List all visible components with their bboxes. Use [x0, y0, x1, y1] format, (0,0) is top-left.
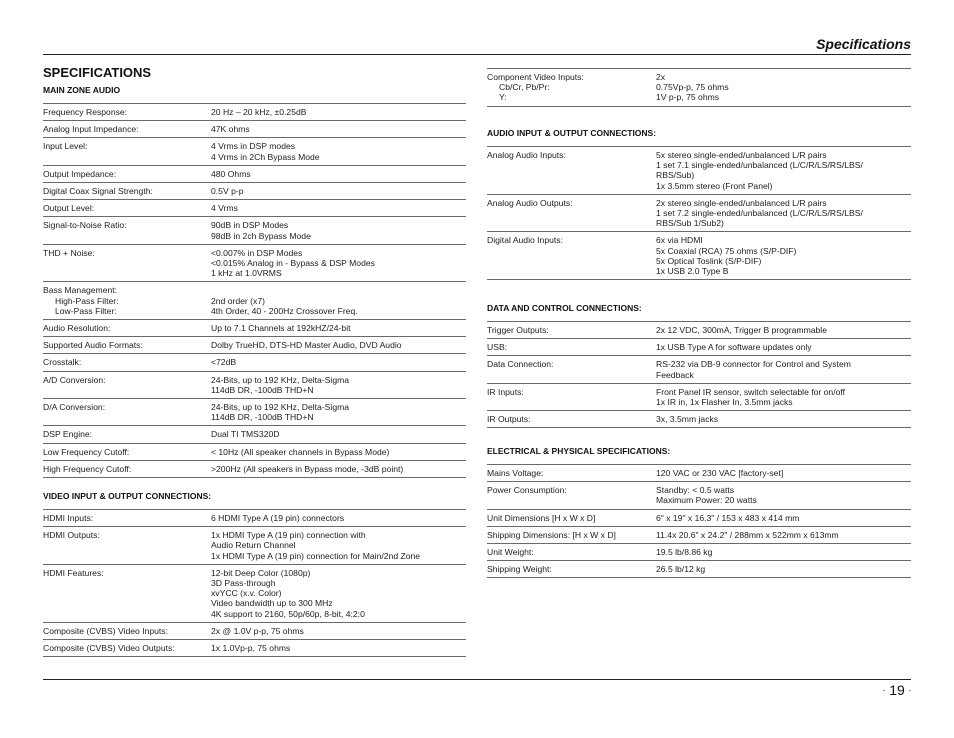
page-number-dash-left: -	[882, 687, 886, 695]
spec-value	[656, 561, 911, 578]
spec-value-line: Dolby TrueHD, DTS-HD Master Audio, DVD Audio	[211, 340, 402, 351]
section-title: VIDEO INPUT & OUTPUT CONNECTIONS:	[43, 491, 212, 501]
spec-row	[487, 465, 911, 482]
spec-row	[43, 217, 466, 244]
spec-value	[656, 194, 911, 232]
spec-label	[43, 104, 211, 121]
spec-label-line: Output Level:	[43, 203, 95, 214]
spec-label	[487, 194, 656, 232]
page-title: SPECIFICATIONS	[43, 65, 152, 80]
spec-value	[211, 337, 466, 354]
spec-row	[487, 509, 911, 526]
spec-label	[43, 426, 211, 443]
spec-value-line: Maximum Power: 20 watts	[656, 495, 757, 506]
spec-value	[211, 354, 466, 371]
spec-value	[211, 527, 466, 565]
spec-label-line: A/D Conversion:	[43, 374, 106, 385]
spec-row	[487, 526, 911, 543]
spec-label	[43, 399, 211, 426]
spec-value-line: 4 Vrms in DSP modes	[211, 141, 296, 152]
spec-value-line: Video bandwidth up to 300 MHz	[211, 598, 333, 609]
spec-value	[211, 622, 466, 639]
spec-value-line: Dual TI TMS320D	[211, 429, 280, 440]
spec-label-line: Analog Audio Outputs:	[487, 197, 573, 208]
section-main-zone-audio	[43, 85, 466, 478]
spec-value-line: 24-Bits, up to 192 KHz, Delta-Sigma	[211, 374, 350, 385]
spec-label-line: Supported Audio Formats:	[43, 340, 143, 351]
spec-label-line: Unit Dimensions [H x W x D]	[487, 512, 596, 523]
spec-value	[211, 138, 466, 165]
spec-value	[656, 411, 911, 428]
spec-row	[43, 460, 466, 477]
spec-value-line: 1x HDMI Type A (19 pin) connection with	[211, 530, 366, 541]
spec-value-line: RBS/Sub)	[656, 170, 695, 181]
spec-value-line: 0.5V p-p	[211, 186, 244, 197]
spec-label-line: Shipping Dimensions: [H x W x D]	[487, 529, 616, 540]
spec-value	[656, 544, 911, 561]
spec-value-line: 4 Vrms in 2Ch Bypass Mode	[211, 151, 320, 162]
spec-row	[487, 544, 911, 561]
spec-value	[656, 322, 911, 339]
spec-value	[211, 104, 466, 121]
spec-row	[487, 561, 911, 578]
spec-value-line: <72dB	[211, 357, 237, 368]
page-number	[883, 682, 911, 698]
spec-value-line: Up to 7.1 Channels at 192kHZ/24-bit	[211, 323, 351, 334]
spec-label-line: Data Connection:	[487, 359, 554, 370]
spec-label	[43, 121, 211, 138]
spec-label-line: IR Outputs:	[487, 414, 531, 425]
spec-table	[43, 509, 466, 657]
spec-label	[43, 217, 211, 244]
spec-label	[487, 411, 656, 428]
spec-label-line: Power Consumption:	[487, 485, 567, 496]
spec-row	[487, 482, 911, 509]
section-audio-io	[487, 128, 911, 280]
spec-label-line: HDMI Features:	[43, 567, 104, 578]
spec-table	[487, 464, 911, 578]
spec-table	[43, 103, 466, 478]
spec-value-line: 5x Coaxial (RCA) 75 ohms (S/P-DIF)	[656, 245, 797, 256]
spec-label-line: Composite (CVBS) Video Inputs:	[43, 625, 168, 636]
spec-value-line: RBS/Sub 1/Sub2)	[656, 218, 724, 229]
section-component-video	[487, 68, 911, 107]
spec-label-line: Input Level:	[43, 141, 88, 152]
spec-label	[43, 337, 211, 354]
spec-label-line: Component Video Inputs:	[487, 72, 584, 82]
spec-label	[487, 509, 656, 526]
spec-row	[487, 147, 911, 195]
spec-label	[43, 244, 211, 282]
spec-row	[43, 320, 466, 337]
spec-row	[43, 282, 466, 320]
spec-value-line: 1V p-p, 75 ohms	[656, 92, 720, 103]
section-title: AUDIO INPUT & OUTPUT CONNECTIONS:	[487, 128, 657, 138]
spec-value-line: 20 Hz – 20 kHz, ±0.25dB	[211, 107, 307, 117]
running-header: Specifications	[816, 36, 911, 52]
spec-value-line: 0.75Vp-p, 75 ohms	[656, 82, 729, 93]
spec-row	[487, 356, 911, 383]
spec-label	[487, 526, 656, 543]
spec-value-line: < 10Hz (All speaker channels in Bypass Mode)	[211, 446, 390, 457]
spec-value-line: Audio Return Channel	[211, 540, 296, 551]
spec-value-line: 4K support to 2160, 50p/60p, 8-bit, 4:2:0	[211, 608, 365, 619]
spec-value-line: 1x USB Type A for software updates only	[656, 342, 812, 353]
spec-label	[43, 564, 211, 622]
footer-rule	[43, 679, 911, 680]
spec-label-line: Analog Input Impedance:	[43, 124, 139, 135]
spec-label-line: High Frequency Cutoff:	[43, 463, 132, 474]
spec-value-line: RS-232 via DB-9 connector for Control and System	[656, 359, 851, 370]
spec-row	[43, 510, 466, 527]
spec-row	[43, 426, 466, 443]
spec-label-line: Trigger Outputs:	[487, 325, 549, 335]
spec-label-line: High-Pass Filter:	[55, 295, 119, 306]
spec-value-line: 6" x 19" x 16.3" / 153 x 483 x 414 mm	[656, 512, 800, 523]
spec-value	[211, 217, 466, 244]
spec-label	[43, 320, 211, 337]
spec-row	[43, 183, 466, 200]
spec-row	[487, 411, 911, 428]
spec-value-line: 98dB in 2ch Bypass Mode	[211, 230, 311, 241]
spec-row	[43, 622, 466, 639]
spec-value-line: 3D Pass-through	[211, 578, 276, 589]
spec-label	[43, 138, 211, 165]
spec-value	[211, 460, 466, 477]
spec-row	[487, 322, 911, 339]
spec-table	[487, 68, 911, 107]
spec-value-line: 2x 12 VDC, 300mA, Trigger B programmable	[656, 325, 827, 335]
spec-value-line: 1x HDMI Type A (19 pin) connection for Main/2nd Zone	[211, 550, 421, 561]
spec-label-line: HDMI Inputs:	[43, 513, 94, 523]
spec-row	[487, 339, 911, 356]
spec-value-line: 90dB in DSP Modes	[211, 220, 289, 231]
spec-value-line	[211, 285, 466, 295]
section-title: DATA AND CONTROL CONNECTIONS:	[487, 303, 642, 313]
spec-label	[487, 482, 656, 509]
spec-label-line: Low Frequency Cutoff:	[43, 446, 130, 457]
spec-row	[43, 399, 466, 426]
spec-value	[656, 69, 911, 107]
spec-value-line: 5x Optical Toslink (S/P-DIF)	[656, 255, 762, 266]
spec-row	[487, 232, 911, 280]
spec-value-line: 1x 1.0Vp-p, 75 ohms	[211, 643, 291, 654]
spec-label	[487, 561, 656, 578]
spec-label	[43, 640, 211, 657]
spec-value-line: 4 Vrms	[211, 203, 238, 214]
spec-table	[487, 146, 911, 280]
spec-value-line: Standby: < 0.5 watts	[656, 485, 735, 496]
spec-value	[211, 564, 466, 622]
page-number-dash-right: -	[908, 687, 911, 695]
spec-value-line: <0.007% in DSP Modes	[211, 247, 303, 258]
spec-label-line: Frequency Response:	[43, 107, 128, 117]
spec-row	[43, 354, 466, 371]
spec-label-line: Composite (CVBS) Video Outputs:	[43, 643, 175, 654]
spec-label-line: Analog Audio Inputs:	[487, 150, 566, 160]
spec-value-line: 12-bit Deep Color (1080p)	[211, 567, 311, 578]
spec-label-line: Output Impedance:	[43, 168, 117, 179]
spec-value	[656, 339, 911, 356]
spec-value-line: 120 VAC or 230 VAC [factory-set]	[656, 468, 784, 478]
spec-table	[487, 321, 911, 428]
spec-value-line: 1x IR in, 1x Flasher In, 3.5mm jacks	[656, 397, 793, 408]
spec-value	[211, 640, 466, 657]
spec-value	[211, 510, 466, 527]
spec-row	[487, 69, 911, 107]
page-number-value: 19	[889, 682, 905, 698]
spec-label-line: Digital Coax Signal Strength:	[43, 186, 153, 197]
section-title: MAIN ZONE AUDIO	[43, 85, 121, 95]
spec-value-line: 24-Bits, up to 192 KHz, Delta-Sigma	[211, 402, 350, 413]
spec-label-line: D/A Conversion:	[43, 402, 106, 413]
spec-row	[43, 564, 466, 622]
spec-value	[656, 356, 911, 383]
spec-value-line: 2x stereo single-ended/unbalanced L/R pairs	[656, 197, 827, 208]
spec-value-line: <0.015% Analog in - Bypass & DSP Modes	[211, 258, 375, 269]
spec-value-line: 2x	[656, 72, 666, 82]
spec-value-line: 47K ohms	[211, 124, 250, 135]
spec-label	[43, 371, 211, 398]
spec-label-line: Shipping Weight:	[487, 564, 552, 575]
spec-value-line: 1x USB 2.0 Type B	[656, 266, 729, 277]
spec-row	[487, 383, 911, 410]
spec-row	[43, 104, 466, 121]
spec-value-line: 2nd order (x7)	[211, 295, 265, 306]
spec-value-line: xvYCC (x.v. Color)	[211, 588, 282, 599]
spec-label	[487, 232, 656, 280]
spec-value	[211, 426, 466, 443]
spec-row	[43, 527, 466, 565]
spec-label	[43, 183, 211, 200]
spec-label-line: DSP Engine:	[43, 429, 93, 440]
spec-value-line: 480 Ohms	[211, 168, 251, 179]
spec-label-line: THD + Noise:	[43, 247, 95, 258]
spec-label	[43, 354, 211, 371]
spec-value-line: 11.4x 20.6" x 24.2" / 288mm x 522mm x 613mm	[656, 529, 839, 540]
spec-label	[487, 383, 656, 410]
spec-label-line: USB:	[487, 342, 508, 353]
section-data-control	[487, 303, 911, 428]
spec-value-line: 5x stereo single-ended/unbalanced L/R pairs	[656, 150, 827, 160]
spec-value-line: 6 HDMI Type A (19 pin) connectors	[211, 513, 345, 523]
spec-value	[656, 147, 911, 195]
spec-label-line: Cb/Cr, Pb/Pr:	[499, 82, 550, 93]
spec-value	[211, 371, 466, 398]
section-electrical-physical	[487, 446, 911, 578]
spec-value	[211, 200, 466, 217]
spec-value	[211, 183, 466, 200]
spec-value	[211, 399, 466, 426]
spec-row	[43, 443, 466, 460]
spec-label	[43, 527, 211, 565]
spec-value-line: 26.5 lb/12 kg	[656, 564, 706, 575]
spec-value-line: 2x @ 1.0V p-p, 75 ohms	[211, 625, 304, 636]
section-title: ELECTRICAL & PHYSICAL SPECIFICATIONS:	[487, 446, 671, 456]
spec-row	[43, 200, 466, 217]
spec-row	[43, 244, 466, 282]
spec-label	[487, 69, 656, 107]
spec-label	[43, 282, 211, 320]
spec-value	[656, 465, 911, 482]
spec-value	[211, 165, 466, 182]
spec-label-line: Digital Audio Inputs:	[487, 235, 563, 246]
spec-value	[211, 282, 466, 320]
spec-value	[656, 383, 911, 410]
spec-label	[43, 165, 211, 182]
spec-value-line: 114dB DR, -100dB THD+N	[211, 412, 314, 423]
spec-label-line: Crosstalk:	[43, 357, 82, 368]
spec-value-line: 6x via HDMI	[656, 235, 703, 246]
section-video-io	[43, 491, 466, 657]
spec-label-line: Bass Management:	[43, 285, 118, 296]
spec-value-line: 1x 3.5mm stereo (Front Panel)	[656, 180, 773, 191]
spec-row	[43, 371, 466, 398]
spec-row	[43, 640, 466, 657]
spec-value	[211, 121, 466, 138]
spec-label-line: IR Inputs:	[487, 386, 524, 397]
spec-label	[487, 322, 656, 339]
spec-value-line: >200Hz (All speakers in Bypass mode, -3dB point)	[211, 463, 404, 474]
spec-value	[656, 232, 911, 280]
spec-row	[43, 121, 466, 138]
spec-value-line: 114dB DR, -100dB THD+N	[211, 384, 314, 395]
spec-label	[43, 200, 211, 217]
spec-value	[656, 526, 911, 543]
spec-label	[487, 339, 656, 356]
spec-value	[211, 443, 466, 460]
spec-value-line: 4th Order, 40 - 200Hz Crossover Freq.	[211, 305, 358, 316]
spec-value-line: Front Panel IR sensor, switch selectable for on/off	[656, 386, 845, 397]
spec-label	[487, 356, 656, 383]
spec-value-line: Feedback	[656, 369, 694, 380]
spec-label-line: Audio Resolution:	[43, 323, 111, 334]
spec-value	[656, 509, 911, 526]
spec-label	[487, 465, 656, 482]
spec-value-line: 1 kHz at 1.0VRMS	[211, 268, 282, 279]
spec-value-line: 1 set 7.2 single-ended/unbalanced (L/C/R/LS/RS/LBS/	[656, 208, 863, 219]
spec-label	[43, 622, 211, 639]
spec-label	[487, 544, 656, 561]
spec-row	[43, 138, 466, 165]
spec-label	[43, 460, 211, 477]
header-rule	[43, 54, 911, 55]
spec-label-line: Y:	[499, 92, 507, 103]
spec-label	[487, 147, 656, 195]
spec-value	[211, 244, 466, 282]
spec-label-line: HDMI Outputs:	[43, 530, 100, 541]
spec-value-line: 3x, 3.5mm jacks	[656, 414, 719, 425]
spec-label-line: Low-Pass Filter:	[55, 305, 117, 316]
spec-value	[656, 482, 911, 509]
spec-label	[43, 443, 211, 460]
spec-value	[211, 320, 466, 337]
spec-label-line: Signal-to-Noise Ratio:	[43, 220, 127, 231]
spec-label	[43, 510, 211, 527]
spec-value-line: 1 set 7.1 single-ended/unbalanced (L/C/R/LS/RS/LBS/	[656, 160, 863, 171]
spec-row	[487, 194, 911, 232]
spec-label-line: Mains Voltage:	[487, 468, 544, 478]
spec-row	[43, 165, 466, 182]
spec-label-line: Unit Weight:	[487, 547, 534, 558]
spec-value-line: 19.5 lb/8.86 kg	[656, 547, 713, 558]
spec-row	[43, 337, 466, 354]
